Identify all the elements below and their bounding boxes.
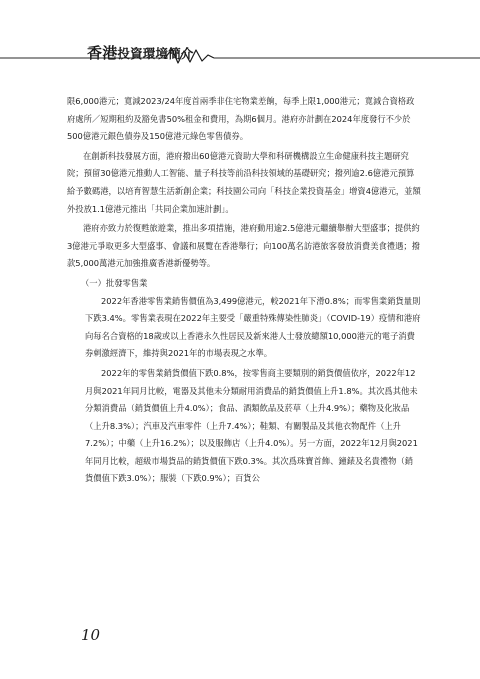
paragraph-3: 港府亦致力於復甦旅遊業，推出多項措施，港府動用逾2.5億港元繼續舉辦大型盛事；提供約3億港元爭取更多大型盛事、會議和展覽在香港舉行；向100萬名訪港旅客發放消費美食禮遇；撥款5,000萬港元加強推廣香港新優勢等。: [67, 223, 420, 269]
page-header: [0, 0, 480, 70]
paragraph-1: 限6,000港元；寬減2023/24年度首兩季非住宅物業差餉，每季上限1,000港元；寬減合資格政府處所／短期租約及豁免書50%租金和費用，為期6個月。港府亦計劃在2024年度發行不少於500億港元銀色債券及150億港元綠色零售債券。: [67, 96, 415, 142]
page-body: [67, 93, 421, 488]
running-title-prefix: 香港: [87, 44, 118, 62]
section-paragraph-2: 2022年的零售業銷貨價值下跌0.8%，按零售商主要類別的銷貨價值依序，2022年12月與2021年同月比較，電器及其他未分類耐用消費品的銷貨價值上升1.8%。其次爲其他未分類消費品（銷貨價值上升4.0%）；食品、酒類飲品及菸草（上升4.9%）；藥物及化妝品（上升8.3%）；汽車及汽車零件（上升7.4%）；鞋類、有關製品及其他衣物配件（上升7.2%）；中藥（上升16.2%）；以及服飾店（上升4.0%）。另一方面，2022年12月與2021年同月比較，超級市場貨品的銷貨價值下跌0.3%。其次爲珠寶首飾、鐘錶及名貴禮物（銷貨價值下跌3.0%）；服裝（下跌0.9%）；百貨公: [85, 367, 418, 484]
section-paragraph-1: 2022年香港零售業銷售價值為3,499億港元，較2021年下滑0.8%；而零售業銷貨量則下跌3.4%。零售業表現在2022年主要受「嚴重特殊傳染性肺炎」（COVID-19）疫情和港府向每名合資格的18歲或以上香港永久性居民及新來港人士發放總額10,000港元的電子消費券刺激經濟下，維持與2021年的市場表現之水準。: [85, 295, 421, 359]
section-heading: （一）批發零售業: [81, 277, 148, 288]
paragraph-2: 在創新科技發展方面，港府撥出60億港元資助大學和科研機構設立生命健康科技主題研究院；預留30億港元推動人工智能、量子科技等前沿科技領域的基礎研究；撥列逾2.6億港元預算給予數碼港，以培育智慧生活新創企業；科技園公司向「科技企業投資基金」增資4億港元，並額外投放1.1億港元推出「共同企業加速計劃」。: [67, 150, 421, 214]
page-number: 10: [81, 626, 101, 644]
running-title-rest: 投資環境簡介: [117, 46, 194, 61]
heartbeat-rule-graphic: [0, 46, 480, 66]
